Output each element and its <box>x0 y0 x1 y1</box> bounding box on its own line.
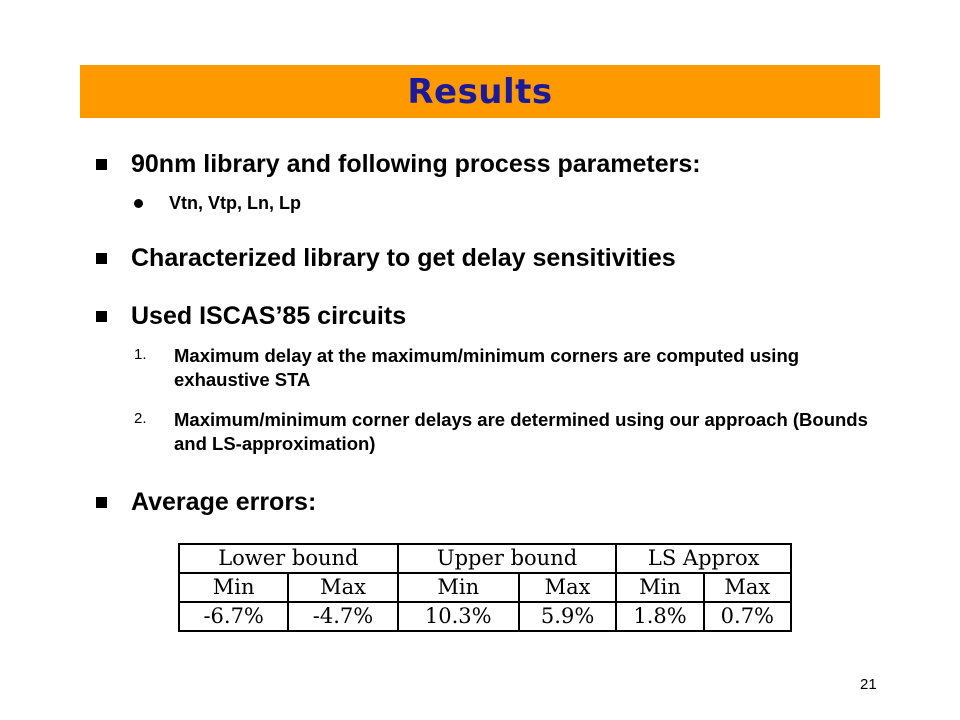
numbered-item-text: Maximum delay at the maximum/minimum corners are computed using exhaustive STA <box>174 345 800 390</box>
item-number: 1. <box>134 346 147 363</box>
average-errors-table <box>178 543 792 632</box>
bullet-text: Characterized library to get delay sensitivities <box>131 244 676 272</box>
numbered-item <box>134 344 894 392</box>
square-bullet-icon <box>96 311 107 322</box>
bullet-text: 90nm library and following process parameters: <box>131 150 701 178</box>
bullet-item <box>96 488 316 517</box>
table-group-header-row <box>179 544 791 573</box>
group-header-ls-approx: LS Approx <box>616 544 791 573</box>
square-bullet-icon <box>96 159 107 170</box>
table-cell: 1.8% <box>616 602 703 631</box>
table-subheader: Max <box>519 573 617 602</box>
bullet-item <box>96 302 406 331</box>
table-subheader: Max <box>288 573 397 602</box>
numbered-item <box>134 408 894 456</box>
sub-bullet-item <box>134 193 301 214</box>
table-cell: -4.7% <box>288 602 397 631</box>
table-subheader: Min <box>179 573 288 602</box>
table-row <box>179 602 791 631</box>
item-number: 2. <box>134 410 147 427</box>
table-subheader: Min <box>616 573 703 602</box>
bullet-item <box>96 244 676 273</box>
table-subheader: Max <box>704 573 791 602</box>
table-cell: 0.7% <box>704 602 791 631</box>
numbered-item-text: Maximum/minimum corner delays are determined using our approach (Bounds and LS-approximation) <box>174 409 868 454</box>
title-bar <box>80 65 880 118</box>
sub-bullet-text: Vtn, Vtp, Ln, Lp <box>169 193 301 213</box>
table-subheader: Min <box>398 573 519 602</box>
table-cell: 5.9% <box>519 602 617 631</box>
square-bullet-icon <box>96 253 107 264</box>
bullet-text: Used ISCAS’85 circuits <box>131 302 407 330</box>
slide-number: 21 <box>860 676 877 693</box>
square-bullet-icon <box>96 497 107 508</box>
table-cell: -6.7% <box>179 602 288 631</box>
bullet-item <box>96 150 701 179</box>
table-cell: 10.3% <box>398 602 519 631</box>
round-bullet-icon <box>134 199 143 208</box>
group-header-lower-bound: Lower bound <box>179 544 398 573</box>
bullet-text: Average errors: <box>131 488 317 516</box>
group-header-upper-bound: Upper bound <box>398 544 617 573</box>
slide-title: Results <box>407 71 553 112</box>
table-subheader-row <box>179 573 791 602</box>
